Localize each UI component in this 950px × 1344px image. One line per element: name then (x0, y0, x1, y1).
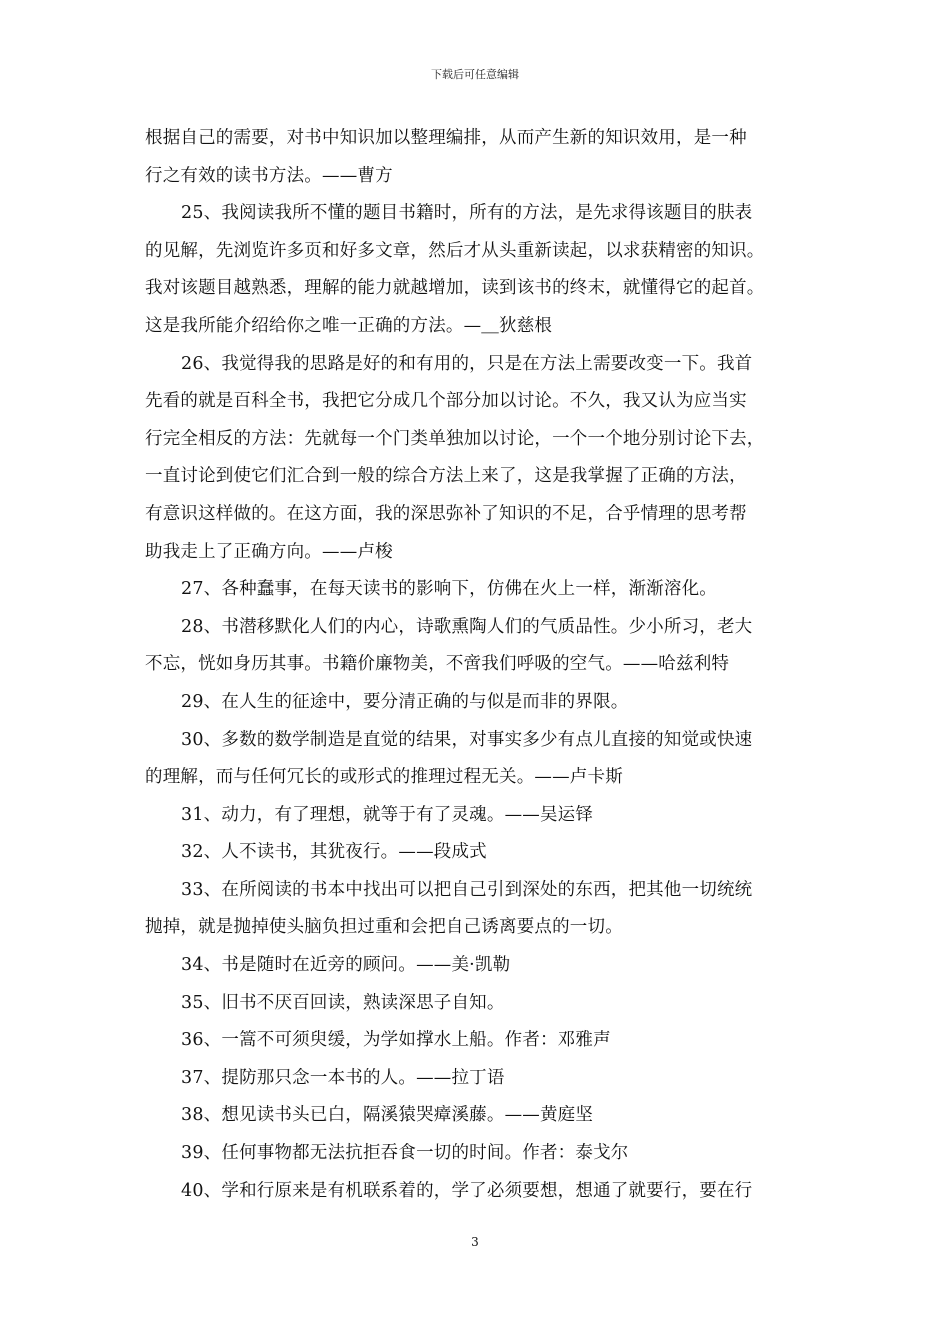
text-line: 25、我阅读我所不懂的题目书籍时，所有的方法，是先求得该题目的肤表 (181, 203, 753, 224)
text-line: 我对该题目越熟悉，理解的能力就越增加，读到该书的终末，就懂得它的起首。 (145, 278, 765, 299)
text-line: 27、各种蠢事，在每天读书的影响下，仿佛在火上一样，渐渐溶化。 (181, 579, 717, 600)
text-line: 的理解，而与任何冗长的或形式的推理过程无关。——卢卡斯 (145, 767, 623, 788)
text-line: 37、提防那只念一本书的人。——拉丁语 (181, 1067, 505, 1088)
text-line: 32、人不读书，其犹夜行。——段成式 (181, 842, 487, 863)
document-body (145, 120, 825, 1210)
page-header: 下载后可任意编辑 (431, 68, 519, 81)
text-line: 根据自己的需要，对书中知识加以整理编排，从而产生新的知识效用，是一种 (145, 128, 747, 148)
text-line: 28、书潜移默化人们的内心，诗歌熏陶人们的气质品性。少小所习，老大 (181, 616, 753, 637)
text-line: 35、旧书不厌百回读，熟读深思子自知。 (181, 992, 505, 1013)
text-line: 38、想见读书头已白，隔溪猿哭瘴溪藤。——黄庭坚 (181, 1105, 594, 1126)
text-line: 不忘，恍如身历其事。书籍价廉物美，不啻我们呼吸的空气。——哈兹利特 (145, 654, 730, 675)
text-line: 39、任何事物都无法抗拒吞食一切的时间。作者：泰戈尔 (181, 1143, 629, 1164)
text-line: 助我走上了正确方向。——卢梭 (145, 541, 393, 562)
text-line: 31、动力，有了理想，就等于有了灵魂。——吴运铎 (181, 804, 594, 825)
text-line: 有意识这样做的。在这方面，我的深思弥补了知识的不足，合乎情理的思考帮 (145, 503, 747, 524)
text-line: 29、在人生的征途中，要分清正确的与似是而非的界限。 (181, 691, 629, 712)
page-number: 3 (471, 1235, 479, 1249)
text-line: 先看的就是百科全书，我把它分成几个部分加以讨论。不久，我又认为应当实 (145, 391, 747, 412)
text-line: 行之有效的读书方法。——曹方 (145, 165, 393, 186)
text-line: 30、多数的数学制造是直觉的结果，对事实多少有点儿直接的知觉或快速 (181, 729, 753, 750)
text-line: 34、书是随时在近旁的顾问。——美·凯勒 (181, 955, 511, 976)
text-line: 一直讨论到使它们汇合到一般的综合方法上来了，这是我掌握了正确的方法， (145, 466, 747, 487)
text-line: 的见解，先浏览许多页和好多文章，然后才从头重新读起，以求获精密的知识。 (145, 240, 765, 261)
text-line: 36、一篙不可须臾缓，为学如撑水上船。作者：邓雅声 (181, 1030, 611, 1051)
text-line: 抛掉，就是抛掉使头脑负担过重和会把自己诱离要点的一切。 (145, 917, 623, 938)
text-line: 40、学和行原来是有机联系着的，学了必须要想，想通了就要行，要在行 (181, 1180, 753, 1201)
text-line: 行完全相反的方法：先就每一个门类单独加以讨论，一个一个地分别讨论下去， (145, 428, 765, 449)
text-line: 26、我觉得我的思路是好的和有用的，只是在方法上需要改变一下。我首 (181, 353, 753, 374)
text-line: 这是我所能介绍给你之唯一正确的方法。—＿狄慈根 (145, 315, 553, 336)
text-line: 33、在所阅读的书本中找出可以把自己引到深处的东西，把其他一切统统 (181, 879, 753, 900)
